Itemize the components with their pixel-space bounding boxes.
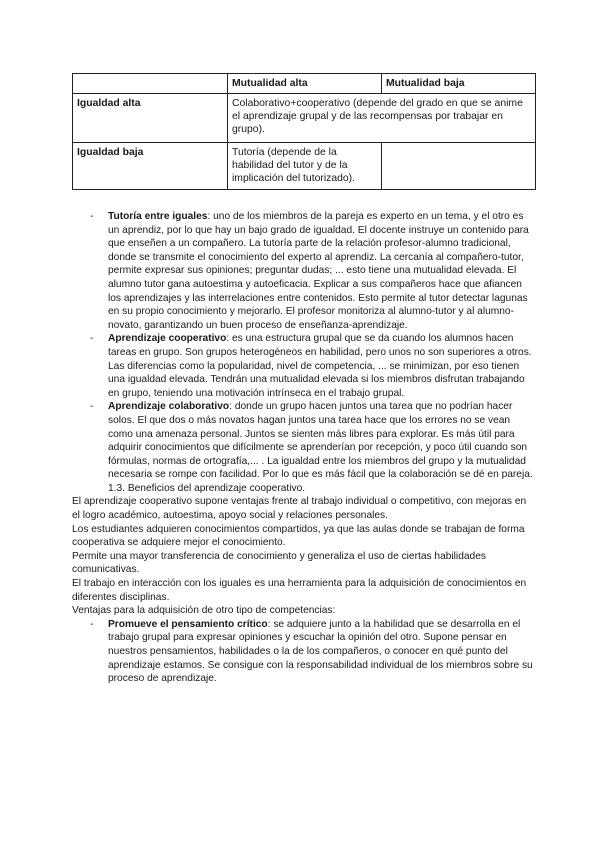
list-item-text: : es una estructura grupal que se da cuando los alumnos hacen tareas en grupo. Son grupos heterogéneos en habilidad, pero unos no son superiores a otros. Las diferencias como la popularidad, nivel de competencia, ... se minimizan, por eso tienen una igualdad elevada. Tendrán una mutualidad elevada si los miembros disfrutan trabajando en grupo, teniendo una motivación intrínseca en el trabajo grupal.: [108, 333, 532, 399]
list-item-term: Tutoría entre iguales: [108, 211, 208, 222]
list-item: [72, 618, 536, 686]
paragraph: El aprendizaje cooperativo supone ventajas frente al trabajo individual o competitivo, con mejoras en el logro académico, autoestima, apoyo social y relaciones personales.: [72, 496, 527, 522]
table-header-cell: Mutualidad baja: [382, 74, 536, 94]
table-header-cell: Mutualidad alta: [228, 74, 382, 94]
table-header-cell: [73, 74, 228, 94]
table-header-row: [73, 74, 536, 94]
document-body: [72, 210, 536, 686]
list-item-text: : donde un grupo hacen juntos una tarea que no podrían hacer solos. El que dos o más novatos hagan juntos una tarea hace que los errores no se vean como una amenaza personal. Juntos se sienten más libres para explorar. Es más útil para adquirir conocimientos que difícilmente se aprenderían por recepción, y poco útil cuando son fórmulas, normas de ortografía,... . La igualdad entre los miembros del grupo y la mutualidad necesaria se rompe con facilidad. Por lo que es más fácil que la colaboración se dé en pareja.: [108, 401, 533, 481]
table-row-label: Igualdad baja: [73, 143, 228, 190]
table-row: [73, 143, 536, 190]
table-cell: Tutoría (depende de la habilidad del tutor y de la implicación del tutorizado).: [228, 143, 382, 190]
list-item: [72, 332, 536, 400]
list-item: [72, 400, 536, 482]
list-bullet: -: [90, 333, 94, 345]
paragraph: Ventajas para la adquisición de otro tipo de competencias:: [72, 605, 336, 617]
list-item-text: : se adquiere junto a la habilidad que se desarrolla en el trabajo grupal para expresar opiniones y escuchar la opinión del otro. Supone pensar en nuestros pensamientos, habilidades o la de los compañeros, o conocer en qué punto del aprendizaje estamos. Se consigue con la responsabilidad individual de los miembros sobre su proceso de aprendizaje.: [108, 618, 533, 685]
table-cell: Colaborativo+cooperativo (depende del grado en que se anime el aprendizaje grupal y de las recompensas por trabajar en grupo).: [228, 94, 536, 143]
list-item: [72, 210, 536, 332]
list-bullet: -: [90, 618, 94, 630]
paragraph: Los estudiantes adquieren conocimientos compartidos, ya que las aulas donde se trabajan de forma cooperativa se adquiere mejor el conocimiento.: [72, 523, 525, 549]
list-item-term: Aprendizaje cooperativo: [108, 333, 227, 345]
list-bullet: -: [90, 211, 94, 222]
section-heading: 1.3. Beneficios del aprendizaje cooperativo.: [108, 482, 306, 494]
list-bullet: -: [90, 401, 94, 413]
list-item-term: Aprendizaje colaborativo: [108, 401, 230, 413]
table-row-label: Igualdad alta: [73, 94, 228, 143]
table-row: [73, 94, 536, 143]
list-item-term: Promueve el pensamiento crítico: [108, 618, 268, 630]
paragraph: Permite una mayor transferencia de conocimiento y generaliza el uso de ciertas habilidades comunicativas.: [72, 550, 486, 576]
paragraph: El trabajo en interacción con los iguales es una herramienta para la adquisición de conocimientos en diferentes disciplinas.: [72, 578, 527, 603]
list-item-text: : uno de los miembros de la pareja es experto en un tema, y el otro es un aprendiz, por lo que hay un bajo grado de igualdad. El docente instruye un contenido para que enseñen a un compañero. La tutoría parte de la relación profesor-alumno tradicional, donde se transmite el conocimiento del experto al aprendiz. La cercanía al compañero-tutor, permite expresar sus opiniones; preguntar dudas; ... esto tiene una mutualidad elevada. El alumno tutor gana autoestima y autoeficacia. Explicar a sus compañeros hace que afiancen los aprendizajes y las interrelaciones entre contenidos. Esto permite al tutor detectar lagunas en su propio conocimiento y mejorarlo. El profesor monitoriza al alumno-tutor y al alumno-novato, garantizando un buen proceso de enseñanza-aprendizaje.: [108, 211, 529, 331]
table-cell: [382, 143, 536, 190]
mutualidad-igualdad-table: [72, 73, 536, 190]
